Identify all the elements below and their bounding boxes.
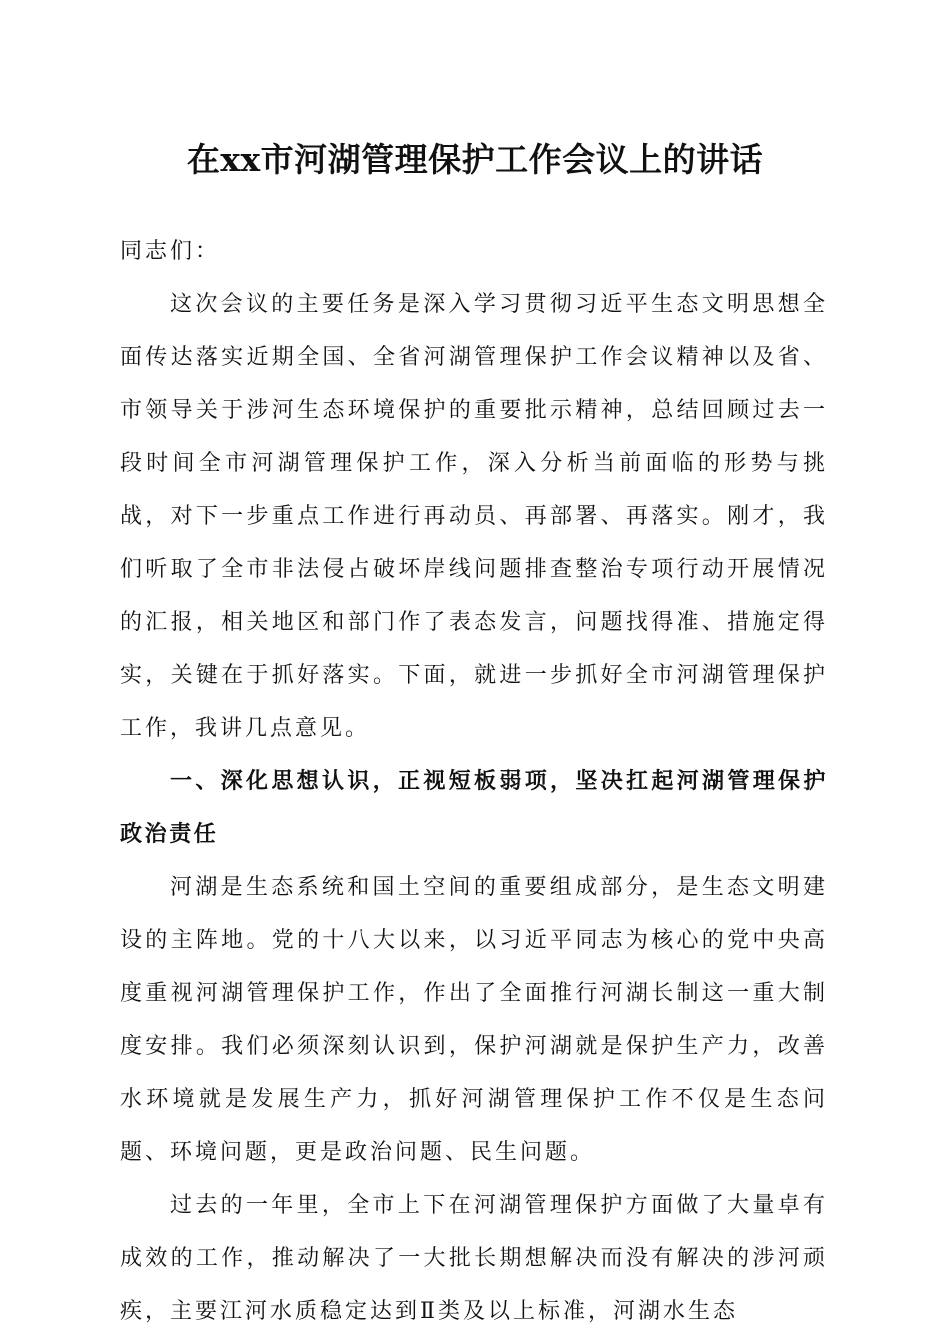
document-body [120, 225, 828, 1338]
paragraph-past-year: 过去的一年里，全市上下在河湖管理保护方面做了大量卓有成效的工作，推动解决了一大批长期想解决而没有解决的涉河顽疾，主要江河水质稳定达到Ⅱ类及以上标准，河湖水生态 [120, 1193, 828, 1324]
section-heading: 一、深化思想认识，正视短板弱项，坚决扛起河湖管理保护政治责任 [120, 769, 828, 847]
document-title: 在xx市河湖管理保护工作会议上的讲话 [186, 140, 764, 179]
salutation: 同志们： [120, 239, 221, 264]
paragraph-intro: 这次会议的主要任务是深入学习贯彻习近平生态文明思想全面传达落实近期全国、全省河湖管理保护工作会议精神以及省、市领导关于涉河生态环境保护的重要批示精神，总结回顾过去一段时间全市河湖管理保护工作，深入分析当前面临的形势与挑战，对下一步重点工作进行再动员、再部署、再落实。刚才，我们听取了全市非法侵占破坏岸线问题排查整治专项行动开展情况的汇报，相关地区和部门作了表态发言，问题找得准、措施定得实，关键在于抓好落实。下面，就进一步抓好全市河湖管理保护工作，我讲几点意见。 [120, 292, 828, 741]
paragraph-rivers-lakes: 河湖是生态系统和国土空间的重要组成部分，是生态文明建设的主阵地。党的十八大以来，以习近平同志为核心的党中央高度重视河湖管理保护工作，作出了全面推行河湖长制这一重大制度安排。我们必须深刻认识到，保护河湖就是保护生产力，改善水环境就是发展生产力，抓好河湖管理保护工作不仅是生态问题、环境问题，更是政治问题、民生问题。 [120, 875, 828, 1165]
